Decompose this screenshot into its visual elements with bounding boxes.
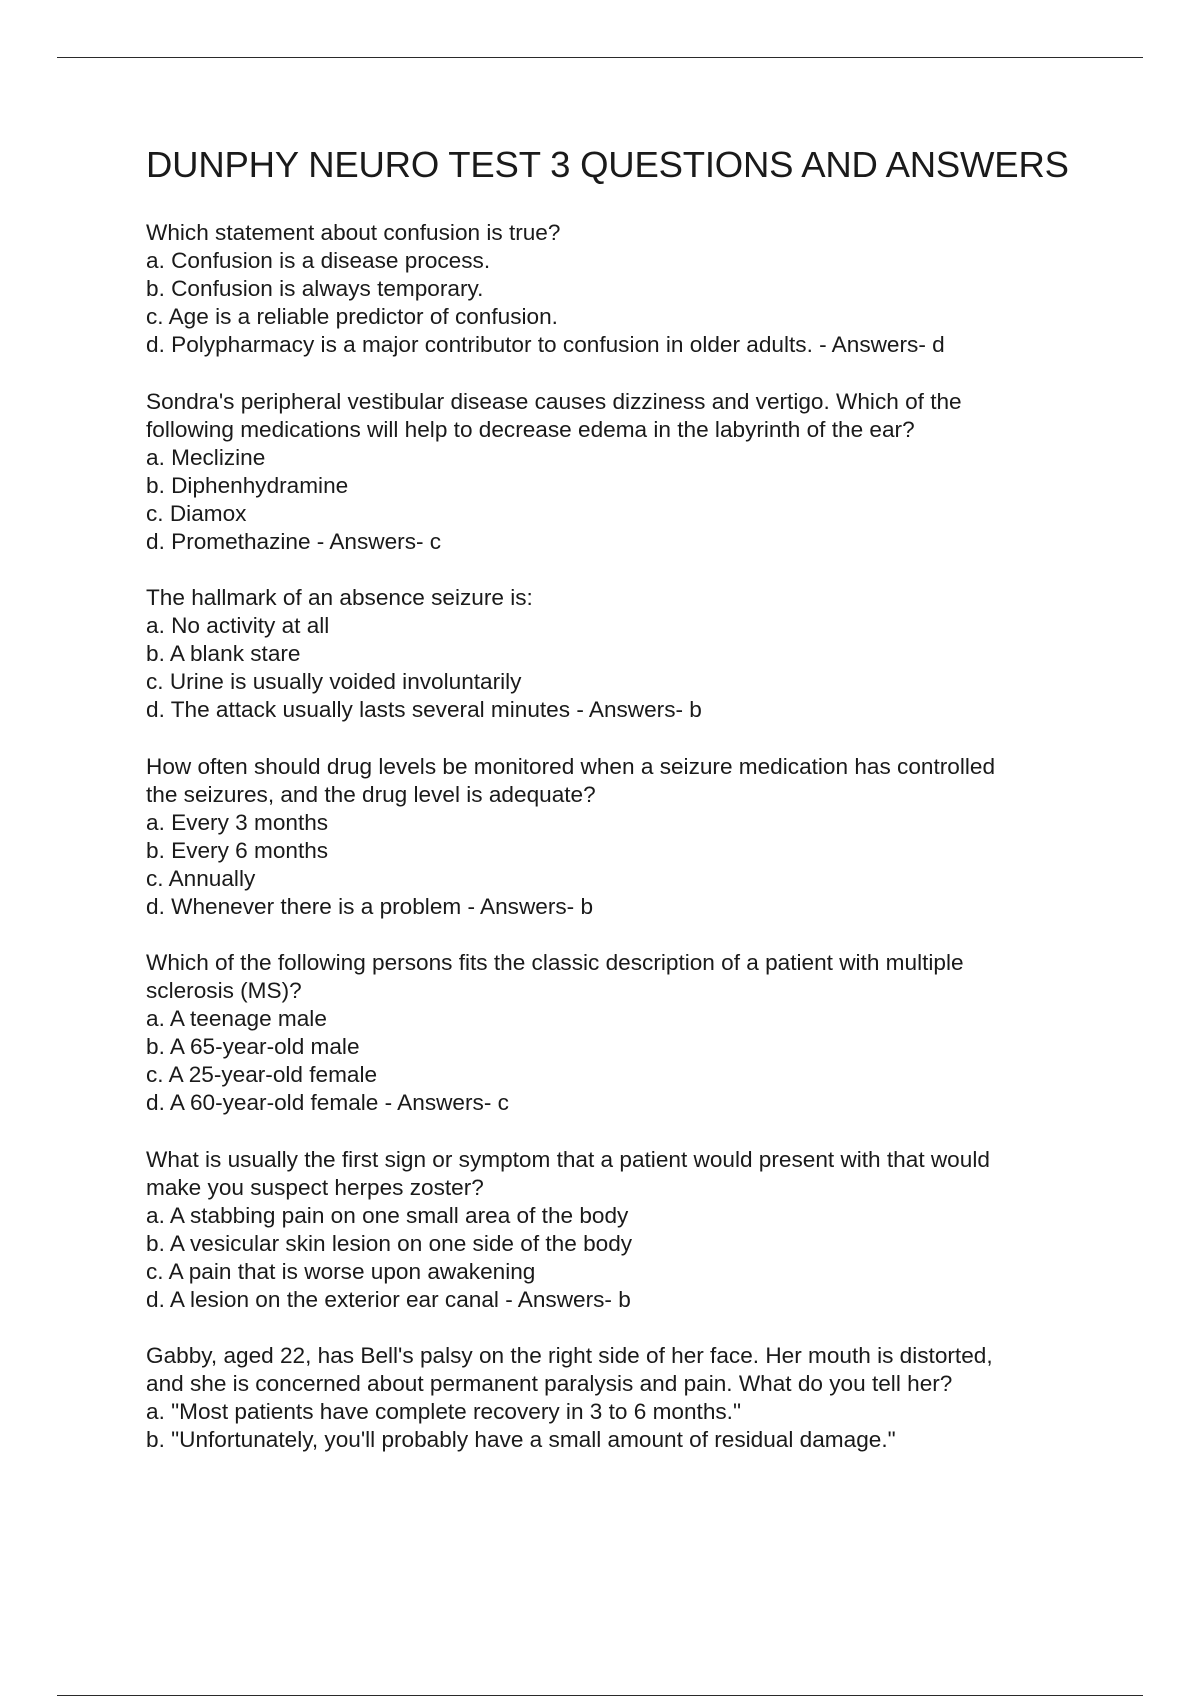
answer-option-b: b. Every 6 months bbox=[146, 837, 329, 863]
answer-option-b: b. "Unfortunately, you'll probably have a small amount of residual damage." bbox=[146, 1427, 896, 1452]
answer-option-d: d. Whenever there is a problem - Answers- b bbox=[146, 893, 594, 919]
question-block-4 bbox=[146, 753, 1086, 921]
answer-option-a: a. Meclizine bbox=[146, 444, 266, 470]
question-text: Which of the following persons fits the classic description of a patient with multiple bbox=[146, 950, 964, 975]
answer-option-a: a. No activity at all bbox=[146, 613, 330, 638]
question-block-6 bbox=[146, 1146, 1086, 1314]
answer-option-d: d. Polypharmacy is a major contributor to confusion in older adults. - Answers- d bbox=[146, 332, 945, 357]
document-body bbox=[146, 140, 1086, 1483]
question-text: sclerosis (MS)? bbox=[146, 978, 302, 1003]
answer-option-b: b. Confusion is always temporary. bbox=[146, 276, 484, 301]
question-block-7 bbox=[146, 1342, 1086, 1454]
answer-option-b: b. A blank stare bbox=[146, 641, 301, 666]
question-block-3 bbox=[146, 584, 1086, 724]
answer-option-b: b. Diphenhydramine bbox=[146, 472, 349, 498]
answer-option-a: a. A teenage male bbox=[146, 1006, 327, 1031]
answer-option-d: d. The attack usually lasts several minutes - Answers- b bbox=[146, 697, 702, 722]
answer-option-c: c. A 25-year-old female bbox=[146, 1062, 378, 1087]
question-text: the seizures, and the drug level is adequate? bbox=[146, 781, 596, 807]
question-text: make you suspect herpes zoster? bbox=[146, 1174, 484, 1200]
answer-option-a: a. Confusion is a disease process. bbox=[146, 248, 491, 273]
answer-option-c: c. Annually bbox=[146, 865, 256, 891]
question-text: What is usually the first sign or symptom that a patient would present with that would bbox=[146, 1146, 990, 1172]
bottom-divider bbox=[57, 1695, 1143, 1696]
answer-option-a: a. "Most patients have complete recovery in 3 to 6 months." bbox=[146, 1399, 741, 1424]
question-text: and she is concerned about permanent paralysis and pain. What do you tell her? bbox=[146, 1371, 953, 1396]
question-text: Sondra's peripheral vestibular disease causes dizziness and vertigo. Which of the bbox=[146, 388, 962, 414]
answer-option-c: c. A pain that is worse upon awakening bbox=[146, 1258, 536, 1284]
question-text: following medications will help to decrease edema in the labyrinth of the ear? bbox=[146, 416, 915, 442]
top-divider bbox=[57, 57, 1143, 58]
question-block-5 bbox=[146, 949, 1086, 1117]
answer-option-c: c. Diamox bbox=[146, 500, 247, 526]
answer-option-a: a. Every 3 months bbox=[146, 809, 329, 835]
question-block-2 bbox=[146, 388, 1086, 556]
answer-option-d: d. A lesion on the exterior ear canal - Answers- b bbox=[146, 1286, 631, 1312]
answer-option-d: d. A 60-year-old female - Answers- c bbox=[146, 1090, 509, 1115]
question-text: Gabby, aged 22, has Bell's palsy on the right side of her face. Her mouth is distorted, bbox=[146, 1343, 993, 1368]
answer-option-a: a. A stabbing pain on one small area of the body bbox=[146, 1202, 629, 1228]
question-text: Which statement about confusion is true? bbox=[146, 220, 561, 245]
question-text: The hallmark of an absence seizure is: bbox=[146, 585, 533, 610]
answer-option-c: c. Age is a reliable predictor of confusion. bbox=[146, 304, 558, 329]
page-title: DUNPHY NEURO TEST 3 QUESTIONS AND ANSWERS bbox=[146, 144, 1069, 185]
answer-option-b: b. A vesicular skin lesion on one side of the body bbox=[146, 1230, 633, 1256]
question-block-1 bbox=[146, 219, 1086, 359]
answer-option-c: c. Urine is usually voided involuntarily bbox=[146, 669, 522, 694]
answer-option-d: d. Promethazine - Answers- c bbox=[146, 528, 442, 554]
question-text: How often should drug levels be monitored when a seizure medication has controlled bbox=[146, 753, 996, 779]
answer-option-b: b. A 65-year-old male bbox=[146, 1034, 360, 1059]
